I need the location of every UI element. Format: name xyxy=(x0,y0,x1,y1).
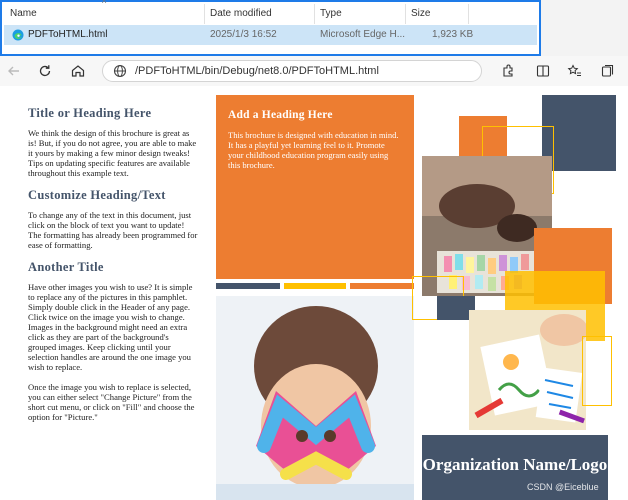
orange-box-body: This brochure is designed with education in mind. It has a playful yet learning feel to it. Promote your childhood education program easily using this brochure. xyxy=(228,130,399,170)
refresh-button[interactable] xyxy=(33,59,57,83)
column-header-type[interactable]: Type xyxy=(320,8,342,19)
heading-another-title: Another Title xyxy=(28,260,104,274)
globe-icon xyxy=(113,64,127,78)
page-content xyxy=(0,86,628,500)
organization-name: Organization Name/Logo xyxy=(422,455,608,474)
column-header-name[interactable]: Name xyxy=(10,8,37,19)
paragraph-images: Have other images you wish to use? It is simple to replace any of the pictures in this pamphlet. Simply double click in the Header of any page. Click twice on the image you wish to change. Images in the background might need an extra click as they are part of the background's grouped images. Keep clicking until your selection handles are around the one image you wish to replace. xyxy=(28,282,193,372)
color-bar-orange xyxy=(350,283,414,289)
column-header-date[interactable]: Date modified xyxy=(210,8,272,19)
address-bar[interactable] xyxy=(102,60,482,82)
column-separator[interactable] xyxy=(204,4,205,24)
favorites-icon xyxy=(567,63,583,79)
deco-gold-outline-right xyxy=(582,336,612,406)
edge-icon xyxy=(12,29,24,41)
color-bar-gold xyxy=(284,283,346,289)
browser-toolbar xyxy=(0,56,628,86)
column-separator[interactable] xyxy=(468,4,469,24)
paragraph-replace: Once the image you wish to replace is selected, you can either select "Change Picture" from the short cut menu, or click on "Fill" and choose the option for "Picture." xyxy=(28,382,195,422)
file-type: Microsoft Edge H... xyxy=(320,29,406,40)
paragraph-intro: We think the design of this brochure is great as is! But, if you do not agree, you are able to make it yours by making a few minor design tweaks! Tips on updating specific features are available throughout this example text. xyxy=(28,128,197,178)
back-arrow-icon xyxy=(6,63,22,79)
orange-heading-box xyxy=(216,95,414,279)
home-button[interactable] xyxy=(66,59,90,83)
color-bar-navy xyxy=(216,283,280,289)
heading-title: Title or Heading Here xyxy=(28,106,152,120)
column-header-size[interactable]: Size xyxy=(411,8,431,19)
column-separator[interactable] xyxy=(314,4,315,24)
split-screen-button[interactable] xyxy=(531,59,555,83)
back-button[interactable] xyxy=(2,59,26,83)
child-painted-hands-image xyxy=(216,296,414,500)
drawing-kids-image xyxy=(469,310,586,430)
favorites-button[interactable] xyxy=(563,59,587,83)
child-painted-hands-photo xyxy=(216,296,414,500)
column-separator[interactable] xyxy=(405,4,406,24)
watermark-text: CSDN @Eiceblue xyxy=(527,482,599,492)
extensions-icon xyxy=(500,63,516,79)
collections-icon xyxy=(600,63,616,79)
brochure-text-column xyxy=(28,106,198,432)
drawing-kids-photo xyxy=(469,310,586,430)
file-size: 1,923 KB xyxy=(432,29,474,40)
refresh-icon xyxy=(37,63,53,79)
sort-caret-icon: ^ xyxy=(102,0,107,8)
collections-button[interactable] xyxy=(596,59,620,83)
heading-customize: Customize Heading/Text xyxy=(28,188,166,202)
file-explorer-panel xyxy=(0,0,541,56)
file-name: PDFToHTML.html xyxy=(28,29,108,40)
orange-box-heading: Add a Heading Here xyxy=(228,109,333,121)
paragraph-customize: To change any of the text in this document, just click on the block of text you want to update! The formatting has already been programmed for ease of formatting. xyxy=(28,210,198,250)
file-date-modified: 2025/1/3 16:52 xyxy=(210,29,277,40)
split-screen-icon xyxy=(535,63,551,79)
extensions-button[interactable] xyxy=(496,59,520,83)
home-icon xyxy=(70,63,86,79)
url-text: /PDFToHTML/bin/Debug/net8.0/PDFToHTML.html xyxy=(135,65,379,77)
file-row-selected[interactable] xyxy=(4,25,537,45)
